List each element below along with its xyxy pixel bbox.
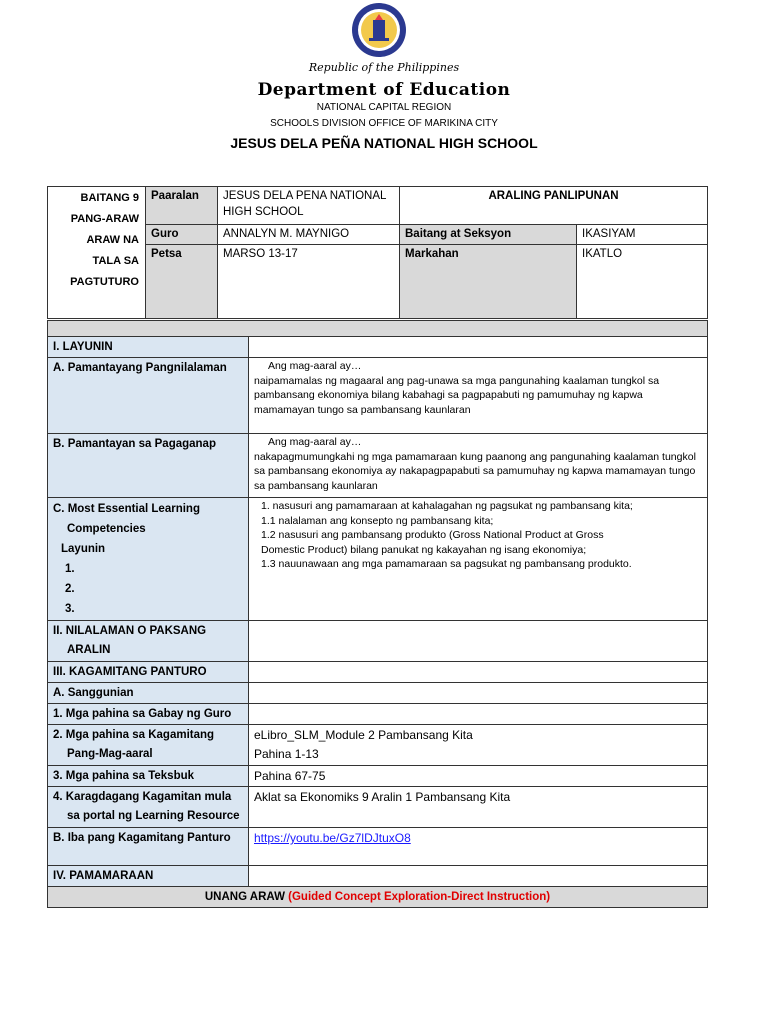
plan-title-line: TALA SA (92, 255, 139, 267)
gabay-guro-label: 1. Mga pahina sa Gabay ng Guro (48, 704, 249, 725)
plan-title-line: PANG-ARAW (70, 213, 139, 225)
label-line: Layunin (61, 543, 106, 555)
label-line: 1. (65, 563, 75, 575)
school-name: JESUS DELA PEÑA NATIONAL HIGH SCHOOL (230, 135, 538, 151)
value-line: Pahina 1-13 (254, 747, 319, 761)
content-text: naipamamalas ng magaaral ang pag-unawa sa mga pangunahing kaalaman tungkol sa pambansang ekonomiya bilang kabahagi sa pagpapabuti ng pamumuhay ng kapwa mamamayan tungo sa pambansang kaunlaran (254, 374, 660, 416)
competencies-label (48, 498, 249, 621)
region-text: NATIONAL CAPITAL REGION (316, 102, 452, 113)
label-line: C. Most Essential Learning (53, 503, 200, 515)
teksbuk-label: 3. Mga pahina sa Teksbuk (48, 766, 249, 787)
paaralan-label: Paaralan (146, 187, 218, 225)
label-line: 4. Karagdagang Kagamitan mula (53, 791, 232, 803)
intro-line: Ang mag-aaral ay… (268, 436, 362, 448)
competency-item: 1.3 nauunawaan ang mga pamamaraan sa pagsukat ng pambansang produkto. (261, 558, 632, 570)
learning-resource-label (48, 787, 249, 828)
paaralan-value: JESUS DELA PENA NATIONAL HIGH SCHOOL (218, 187, 400, 225)
kagamitang-mag-aaral-value (249, 725, 708, 766)
empty-cell (249, 621, 708, 662)
kagamitang-panturo-heading: III. KAGAMITANG PANTURO (48, 662, 249, 683)
empty-cell (249, 337, 708, 358)
markahan-value: IKATLO (577, 245, 708, 319)
label-line: 3. (65, 603, 75, 615)
petsa-label: Petsa (146, 245, 218, 319)
guro-value: ANNALYN M. MAYNIGO (218, 225, 400, 245)
spacer-row (48, 321, 708, 337)
plan-title-line: BAITANG 9 (80, 192, 139, 204)
content-text: nakapagmumungkahi ng mga pamamaraan kung paanong ang pangunahing kaalaman tungkol sa pambansang ekonomiya ay nakapagpapabuti sa pamumuhay ng kapwa mamamayan tungo sa pambansang kaunlaran (254, 450, 696, 492)
learning-resource-value: Aklat sa Ekonomiks 9 Aralin 1 Pambansang Kita (249, 787, 708, 828)
subject-title: ARALING PANLIPUNAN (400, 187, 708, 225)
label-line: Competencies (67, 523, 146, 535)
label-line: II. NILALAMAN O PAKSANG (53, 625, 207, 637)
layunin-heading: I. LAYUNIN (48, 337, 249, 358)
label-line: ARALIN (67, 644, 111, 656)
department-title: Department of Education (257, 80, 511, 100)
competencies-value (249, 498, 708, 621)
nilalaman-label (48, 621, 249, 662)
deped-seal-logo (351, 2, 407, 58)
plan-table (47, 320, 708, 908)
intro-line: Ang mag-aaral ay… (268, 360, 362, 372)
value-line: eLibro_SLM_Module 2 Pambansang Kita (254, 728, 473, 742)
label-line: sa portal ng Learning Resource (67, 810, 240, 822)
empty-cell (249, 704, 708, 725)
youtube-link[interactable]: https://youtu.be/Gz7lDJtuxO8 (254, 831, 411, 845)
iba-pang-kagamitan-label: B. Iba pang Kagamitang Panturo (48, 828, 249, 866)
competency-item: 1. nasusuri ang pamamaraan at kahalagahan ng pagsukat ng pambansang kita; (261, 500, 633, 512)
sanggunian-label: A. Sanggunian (48, 683, 249, 704)
teksbuk-value: Pahina 67-75 (249, 766, 708, 787)
guro-label: Guro (146, 225, 218, 245)
unang-araw-title: UNANG ARAW (204, 891, 285, 903)
competency-item: 1.2 nasusuri ang pambansang produkto (Gross National Product at Gross Domestic Product) bilang panukat ng kakayahan ng isang ekonomiya; (261, 529, 604, 556)
unang-araw-banner (48, 887, 708, 908)
unang-araw-subtitle: (Guided Concept Exploration-Direct Instruction) (288, 891, 551, 903)
pamamaraan-heading: IV. PAMAMARAAN (48, 866, 249, 887)
petsa-value: MARSO 13-17 (218, 245, 400, 319)
pamantayan-pagaganap-value (249, 434, 708, 498)
markahan-label: Markahan (400, 245, 577, 319)
baitang-value: IKASIYAM (577, 225, 708, 245)
iba-pang-kagamitan-value (249, 828, 708, 866)
label-line: 2. (65, 583, 75, 595)
pamantayan-pagaganap-label: B. Pamantayan sa Pagaganap (48, 434, 249, 498)
pamantayang-pangnilalaman-value (249, 358, 708, 434)
baitang-label: Baitang at Seksyon (400, 225, 577, 245)
label-line: 2. Mga pahina sa Kagamitang (53, 729, 215, 741)
empty-cell (249, 662, 708, 683)
republic-text: Republic of the Philippines (308, 61, 460, 74)
division-text: SCHOOLS DIVISION OFFICE OF MARIKINA CITY (270, 118, 498, 129)
competency-item: 1.1 nalalaman ang konsepto ng pambansang kita; (261, 514, 494, 527)
plan-title-line: ARAW NA (86, 234, 139, 246)
kagamitang-mag-aaral-label (48, 725, 249, 766)
plan-title-line: PAGTUTURO (70, 276, 139, 288)
label-line: Pang-Mag-aaral (67, 748, 153, 760)
empty-cell (249, 866, 708, 887)
plan-title (48, 187, 146, 319)
empty-cell (249, 683, 708, 704)
info-table (47, 186, 708, 319)
pamantayang-pangnilalaman-label: A. Pamantayang Pangnilalaman (48, 358, 249, 434)
